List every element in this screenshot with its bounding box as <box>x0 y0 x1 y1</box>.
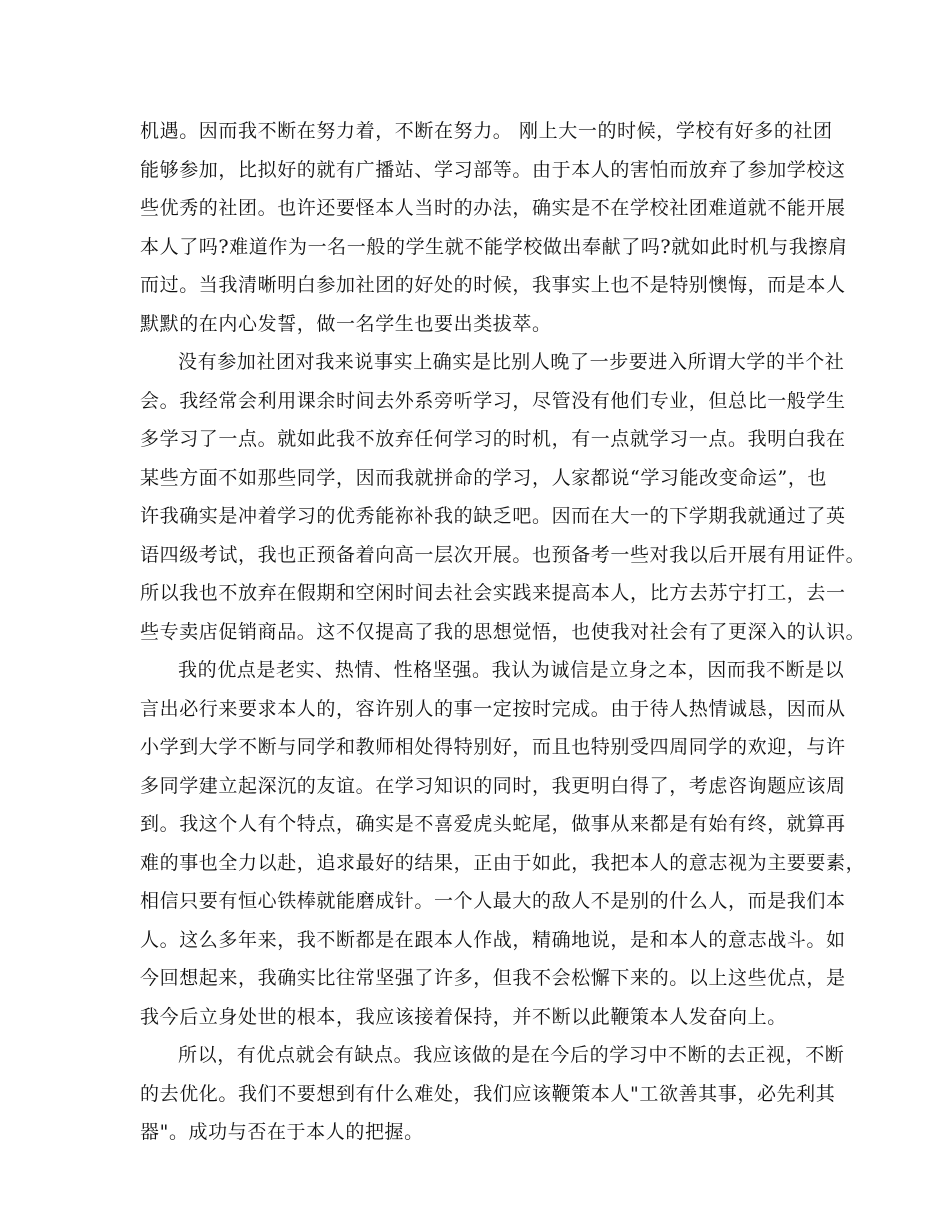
paragraph-2 <box>140 343 866 651</box>
text-line: 相信只要有恒心铁棒就能磨成针。一个人最大的敌人不是别的什么人，而是我们本 <box>140 890 846 912</box>
text-line: 所以，有优点就会有缺点。我应该做的是在今后的学习中不断的去正视，不断 <box>178 1044 845 1066</box>
text-line: 所以我也不放弃在假期和空闲时间去社会实践来提高本人，比方去苏宁打工，去一 <box>140 582 846 604</box>
paragraph-1 <box>140 112 848 343</box>
text-line: 到。我这个人有个特点，确实是不喜爱虎头蛇尾，做事从来都是有始有终，就算再 <box>140 813 846 835</box>
text-line: 些优秀的社团。也许还要怪本人当时的办法，确实是不在学校社团难道就不能开展 <box>140 197 846 219</box>
text-line: 某些方面不如那些同学，因而我就拼命的学习，人家都说“学习能改变命运”，也 <box>140 466 828 489</box>
text-line: 言出必行来要求本人的，容许别人的事一定按时完成。由于待人热情诚恳，因而从 <box>140 697 846 720</box>
text-line: 小学到大学不断与同学和教师相处得特别好，而且也特别受四周同学的欢迎，与许 <box>140 736 846 758</box>
paragraph-3 <box>140 651 866 1036</box>
text-line: 默默的在内心发誓，做一名学生也要出类拔萃。 <box>140 312 552 335</box>
text-line: 能够参加，比拟好的就有广播站、学习部等。由于本人的害怕而放弃了参加学校这 <box>140 158 846 181</box>
text-line: 没有参加社团对我来说事实上确实是比别人晚了一步要进入所谓大学的半个社 <box>178 351 845 373</box>
text-line: 本人了吗?难道作为一名一般的学生就不能学校做出奉献了吗?就如此时机与我擦肩 <box>140 235 848 258</box>
text-line: 我的优点是老实、热情、性格坚强。我认为诚信是立身之本，因而我不断是以 <box>178 659 845 681</box>
document-body <box>140 112 866 1152</box>
text-line: 器"。成功与否在于本人的把握。 <box>140 1121 424 1143</box>
text-line: 我今后立身处世的根本，我应该接着保持，并不断以此鞭策本人发奋向上。 <box>140 1005 787 1028</box>
text-line: 会。我经常会利用课余时间去外系旁听学习，尽管没有他们专业，但总比一般学生 <box>140 389 846 412</box>
text-line: 而过。当我清晰明白参加社团的好处的时候，我事实上也不是特别懊悔，而是本人 <box>140 274 846 296</box>
text-line: 人。这么多年来，我不断都是在跟本人作战，精确地说，是和本人的意志战斗。如 <box>140 928 846 951</box>
text-line: 的去优化。我们不要想到有什么难处，我们应该鞭策本人"工欲善其事，必先利其 <box>140 1082 836 1105</box>
paragraph-4 <box>140 1036 845 1152</box>
text-line: 今回想起来，我确实比往常坚强了许多，但我不会松懈下来的。以上这些优点，是 <box>140 967 846 989</box>
text-line: 语四级考试，我也正预备着向高一层次开展。也预备考一些对我以后开展有用证件。 <box>140 543 866 566</box>
text-line: 许我确实是冲着学习的优秀能祢补我的缺乏吧。因而在大一的下学期我就通过了英 <box>140 505 846 527</box>
text-line: 机遇。因而我不断在努力着，不断在努力。 刚上大一的时候，学校有好多的社团 <box>140 120 833 142</box>
text-line: 多学习了一点。就如此我不放弃任何学习的时机，有一点就学习一点。我明白我在 <box>140 428 846 450</box>
text-line: 些专卖店促销商品。这不仅提高了我的思想觉悟，也使我对社会有了更深入的认识。 <box>140 620 866 643</box>
text-line: 难的事也全力以赴，追求最好的结果，正由于如此，我把本人的意志视为主要要素， <box>140 851 866 874</box>
text-line: 多同学建立起深沉的友谊。在学习知识的同时，我更明白得了，考虑咨询题应该周 <box>140 774 846 797</box>
